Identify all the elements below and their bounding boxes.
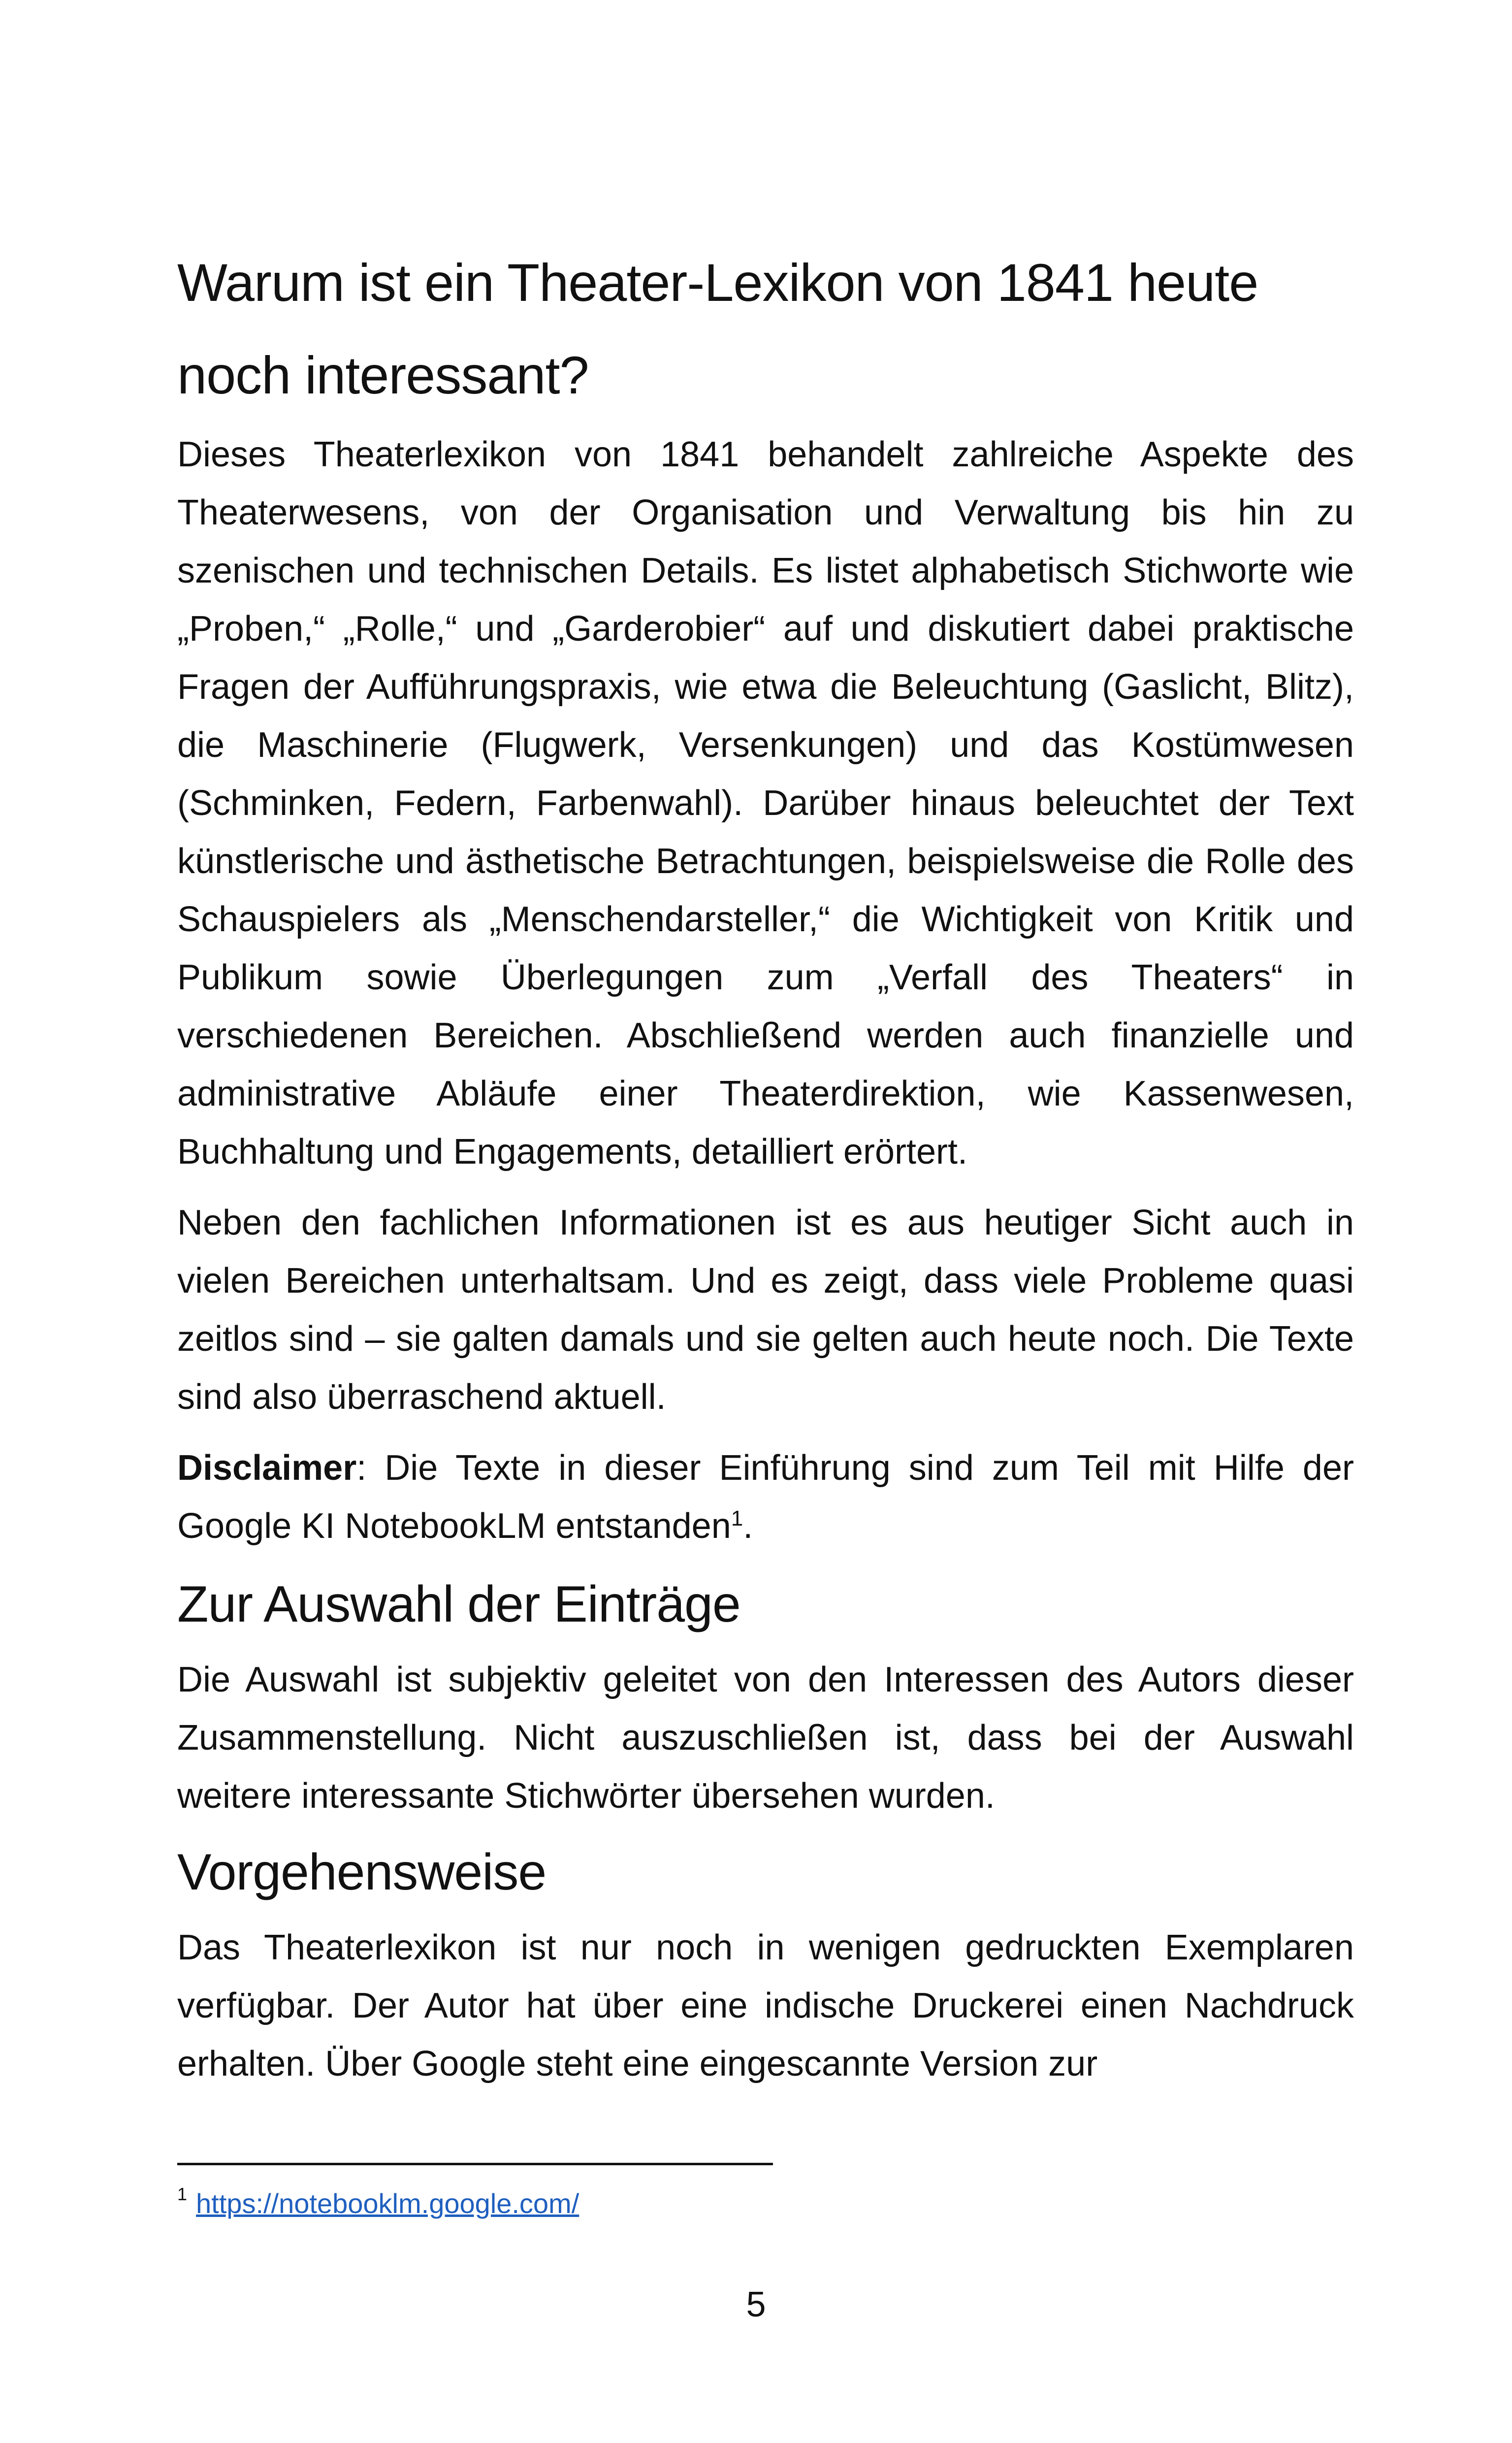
selection-paragraph: Die Auswahl ist subjektiv geleitet von den Interessen des Autors dieser Zusammenstellung. Nicht auszuschließen ist, dass bei der Auswahl weitere interessante Stichwörter übersehen wurden. — [177, 1660, 1354, 1816]
intro-paragraph: Dieses Theaterlexikon von 1841 behandelt zahlreiche Aspekte des Theaterwesens, von der Organisation und Verwaltung bis hin zu szenischen und technischen Details. Es listet alphabetisch Stichworte wie „Proben,“ „Rolle,“ und „Garderobier“ auf und diskutiert dabei praktische Fragen der Aufführungspraxis, wie etwa die Beleuchtung (Gaslicht, Blitz), die Maschinerie (Flugwerk, Versenkungen) und das Kostümwesen (Schminken, Federn, Farbenwahl). Darüber hinaus beleuchtet der Text künstlerische und ästhetische Betrachtungen, beispielsweise die Rolle des Schauspielers als „Menschendarsteller,“ die Wichtigkeit von Kritik und Publikum sowie Überlegungen zum „Verfall des Theaters“ in verschiedenen Bereichen. Abschließend werden auch finanzielle und administrative Abläufe einer Theaterdirektion, wie Kassenwesen, Buchhaltung und Engagements, detailliert erörtert. — [177, 435, 1354, 1172]
footnote — [177, 2182, 579, 2226]
footnote-number: 1 — [177, 2184, 188, 2205]
disclaimer-paragraph — [177, 1439, 1354, 1555]
section-heading-method: Vorgehensweise — [177, 1844, 547, 1901]
disclaimer-text: : Die Texte in dieser Einführung sind zum Teil mit Hilfe der Google KI NotebookLM entstanden — [177, 1448, 1354, 1546]
disclaimer-label: Disclaimer — [177, 1448, 357, 1488]
footnote-divider — [177, 2163, 773, 2165]
footnote-reference[interactable]: 1 — [731, 1506, 743, 1531]
method-paragraph: Das Theaterlexikon ist nur noch in wenigen gedruckten Exemplaren verfügbar. Der Autor hat über eine indische Druckerei einen Nachdruck erhalten. Über Google steht eine eingescannte Version zur — [177, 1928, 1354, 2084]
footnote-link[interactable]: https://notebooklm.google.com/ — [196, 2188, 579, 2219]
page-number: 5 — [746, 2285, 766, 2324]
section-heading-selection: Zur Auswahl der Einträge — [177, 1576, 740, 1633]
second-paragraph: Neben den fachlichen Informationen ist es aus heutiger Sicht auch in vielen Bereichen unterhaltsam. Und es zeigt, dass viele Probleme quasi zeitlos sind – sie galten damals und sie gelten auch heute noch. Die Texte sind also überraschend aktuell. — [177, 1203, 1354, 1417]
disclaimer-end: . — [743, 1506, 753, 1546]
main-content — [177, 236, 1354, 2093]
page-title: Warum ist ein Theater-Lexikon von 1841 heute noch interessant? — [177, 253, 1258, 405]
